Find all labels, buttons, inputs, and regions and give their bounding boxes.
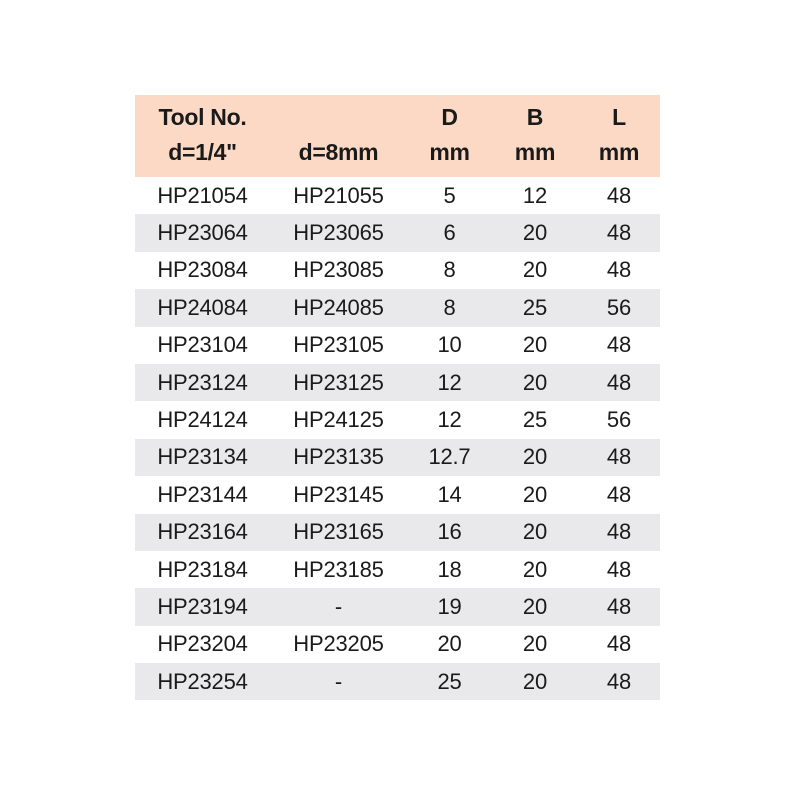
cell-tool-no-8mm: HP21055 (293, 182, 384, 208)
header-d-quarter-inch-label: d=1/4" (168, 139, 237, 165)
table-row (135, 289, 660, 326)
cell-tool-no-8mm: HP23135 (293, 444, 384, 470)
table-row (135, 327, 660, 364)
cell-tool-no-quarter-inch: HP23144 (157, 481, 248, 507)
cell-d-mm: 19 (437, 593, 462, 619)
cell-tool-no-quarter-inch: HP23254 (157, 668, 248, 694)
header-col-8mm (270, 95, 407, 177)
cell-l-mm: 48 (606, 182, 631, 208)
cell-b-mm: 20 (522, 556, 547, 582)
cell-l-mm: 48 (606, 556, 631, 582)
header-d-unit-label: mm (429, 139, 470, 165)
header-col-tool-no (135, 95, 270, 177)
table-row (135, 364, 660, 401)
header-blank-label (270, 95, 407, 139)
cell-tool-no-quarter-inch: HP21054 (157, 182, 248, 208)
cell-tool-no-8mm: HP23065 (293, 220, 384, 246)
cell-b-mm: 20 (522, 444, 547, 470)
cell-tool-no-quarter-inch: HP23194 (157, 593, 248, 619)
table-row (135, 588, 660, 625)
cell-tool-no-8mm: - (334, 593, 343, 619)
table-row (135, 401, 660, 438)
header-col-b (492, 95, 578, 177)
cell-d-mm: 8 (443, 257, 456, 283)
table-row (135, 551, 660, 588)
cell-b-mm: 25 (522, 407, 547, 433)
cell-d-mm: 5 (443, 182, 456, 208)
cell-tool-no-quarter-inch: HP24084 (157, 294, 248, 320)
cell-b-mm: 20 (522, 220, 547, 246)
cell-b-mm: 20 (522, 668, 547, 694)
cell-b-mm: 20 (522, 257, 547, 283)
cell-l-mm: 48 (606, 631, 631, 657)
header-b-unit-label: mm (514, 139, 556, 165)
cell-tool-no-8mm: HP23105 (293, 332, 384, 358)
cell-tool-no-quarter-inch: HP24124 (157, 407, 248, 433)
cell-tool-no-quarter-inch: HP23204 (157, 631, 248, 657)
table-body (135, 177, 660, 700)
cell-b-mm: 20 (522, 332, 547, 358)
table-header (135, 95, 660, 177)
header-col-d (407, 95, 492, 177)
cell-tool-no-8mm: HP23145 (293, 481, 384, 507)
cell-l-mm: 56 (606, 294, 631, 320)
tool-spec-table (135, 95, 660, 700)
cell-tool-no-quarter-inch: HP23124 (157, 369, 248, 395)
cell-l-mm: 48 (606, 444, 631, 470)
cell-tool-no-quarter-inch: HP23104 (157, 332, 248, 358)
cell-d-mm: 12.7 (428, 444, 471, 470)
cell-tool-no-8mm: HP23085 (293, 257, 384, 283)
cell-l-mm: 48 (606, 220, 631, 246)
cell-d-mm: 6 (443, 220, 456, 246)
table-row (135, 476, 660, 513)
cell-d-mm: 14 (437, 481, 462, 507)
cell-d-mm: 10 (437, 332, 462, 358)
header-d-label: D (441, 103, 458, 130)
cell-tool-no-8mm: HP23185 (293, 556, 384, 582)
cell-b-mm: 20 (522, 593, 547, 619)
cell-b-mm: 20 (522, 631, 547, 657)
header-col-l (578, 95, 660, 177)
table-row (135, 626, 660, 663)
header-tool-no-label: Tool No. (158, 103, 247, 130)
cell-tool-no-quarter-inch: HP23164 (157, 519, 248, 545)
cell-l-mm: 48 (606, 481, 631, 507)
cell-tool-no-8mm: HP24085 (293, 294, 384, 320)
cell-b-mm: 12 (522, 182, 547, 208)
cell-l-mm: 48 (606, 332, 631, 358)
cell-tool-no-quarter-inch: HP23084 (157, 257, 248, 283)
cell-l-mm: 48 (606, 519, 631, 545)
cell-l-mm: 56 (606, 407, 631, 433)
cell-l-mm: 48 (606, 593, 631, 619)
cell-l-mm: 48 (606, 369, 631, 395)
table-row (135, 514, 660, 551)
cell-b-mm: 20 (522, 481, 547, 507)
cell-d-mm: 20 (437, 631, 462, 657)
cell-b-mm: 20 (522, 519, 547, 545)
header-b-label: B (526, 103, 544, 130)
header-d-8mm-label: d=8mm (298, 139, 379, 165)
cell-b-mm: 25 (522, 294, 547, 320)
cell-d-mm: 12 (437, 369, 462, 395)
cell-tool-no-8mm: HP23205 (293, 631, 384, 657)
cell-d-mm: 8 (443, 294, 456, 320)
header-l-label: L (612, 103, 626, 130)
cell-d-mm: 16 (437, 519, 462, 545)
cell-tool-no-quarter-inch: HP23134 (157, 444, 248, 470)
cell-l-mm: 48 (606, 668, 631, 694)
cell-tool-no-quarter-inch: HP23184 (157, 556, 248, 582)
table-row (135, 177, 660, 214)
cell-tool-no-8mm: HP24125 (293, 407, 384, 433)
cell-tool-no-8mm: HP23165 (293, 519, 384, 545)
table-row (135, 663, 660, 700)
cell-l-mm: 48 (606, 257, 631, 283)
cell-tool-no-8mm: HP23125 (293, 369, 384, 395)
table-row (135, 252, 660, 289)
cell-b-mm: 20 (522, 369, 547, 395)
cell-tool-no-8mm: - (334, 668, 343, 694)
cell-d-mm: 12 (437, 407, 462, 433)
cell-d-mm: 25 (437, 668, 462, 694)
cell-tool-no-quarter-inch: HP23064 (157, 220, 248, 246)
cell-d-mm: 18 (437, 556, 462, 582)
table-row (135, 214, 660, 251)
header-l-unit-label: mm (598, 139, 640, 165)
table-row (135, 439, 660, 476)
